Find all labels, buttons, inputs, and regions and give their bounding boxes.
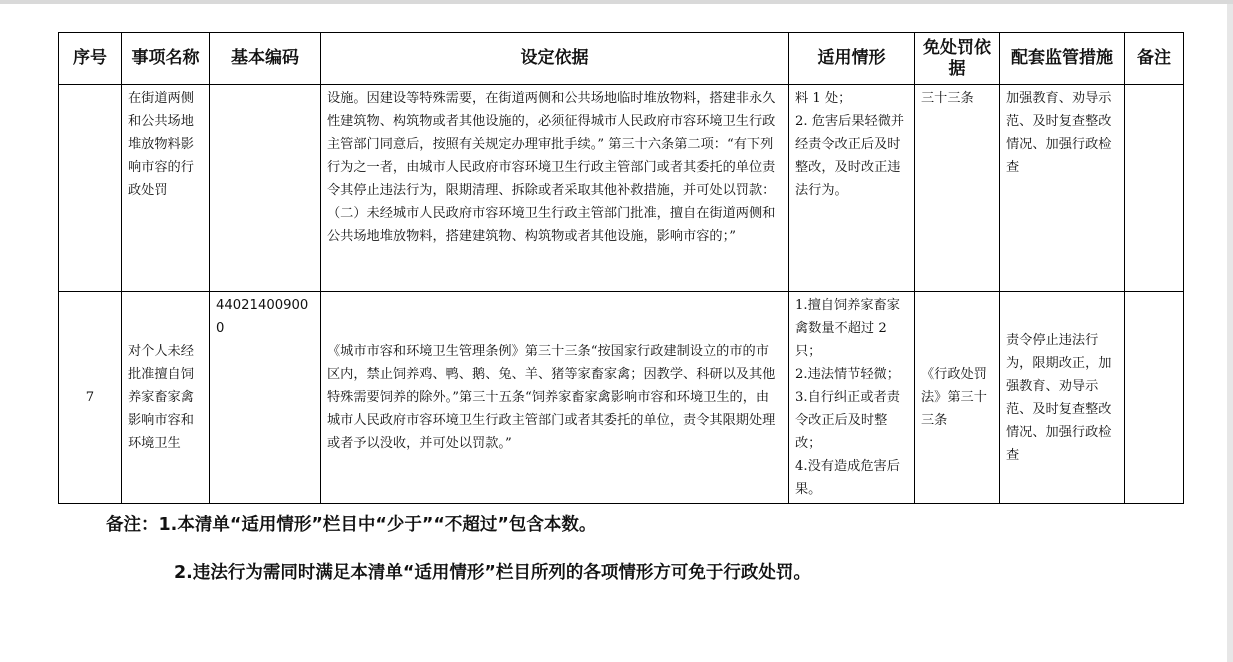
- header-remark: 备注: [1125, 33, 1184, 85]
- row-situation: 1.擅自饲养家畜家禽数量不超过 2 只； 2.违法情节轻微； 3.自行纠正或者责令改正后及时整改； 4.没有造成危害后果。: [789, 292, 915, 504]
- table-header-row: [59, 33, 1184, 85]
- row-exempt-basis: 《行政处罚法》第三十三条: [915, 292, 1000, 504]
- table-row: [59, 85, 1184, 292]
- row-situation: 料 1 处； 2. 危害后果轻微并经责令改正后及时整改，及时改正违法行为。: [789, 85, 915, 292]
- note-1: 备注：1.本清单“适用情形”栏目中“少于”“不超过”包含本数。: [106, 515, 597, 535]
- row-exempt-basis: 三十三条: [915, 85, 1000, 292]
- row-remark: [1125, 85, 1184, 292]
- table-row: [59, 292, 1184, 504]
- row-index: 7: [59, 292, 122, 504]
- notes-section: [106, 510, 811, 606]
- row-index: [59, 85, 122, 292]
- row-basis: 设施。因建设等特殊需要，在街道两侧和公共场地临时堆放物料，搭建非永久性建筑物、构筑物或者其他设施的，必须征得城市人民政府市容环境卫生行政主管部门同意后，按照有关规定办理审批手续。” 第三十六条第二项：“有下列行为之一者，由城市人民政府市容环境卫生行政主管部门或者其委托的单位责令其停止违法行为，限期清理、拆除或者采取其他补救措施，并可处以罚款：（二）未经城市人民政府市容环境卫生行政主管部门批准，擅自在街道两侧和公共场地堆放物料，搭建建筑物、构筑物或者其他设施，影响市容的；”: [321, 85, 789, 292]
- header-measures: 配套监管措施: [1000, 33, 1125, 85]
- row-code: 440214009000: [210, 292, 321, 504]
- row-remark: [1125, 292, 1184, 504]
- header-name: 事项名称: [122, 33, 210, 85]
- scrollbar[interactable]: [1227, 4, 1233, 662]
- header-exempt-basis: 免处罚依据: [915, 33, 1000, 85]
- exemption-table: [58, 32, 1184, 504]
- row-measures: 加强教育、劝导示范、及时复查整改情况、加强行政检查: [1000, 85, 1125, 292]
- header-code: 基本编码: [210, 33, 321, 85]
- header-index: 序号: [59, 33, 122, 85]
- row-measures: 责令停止违法行为，限期改正，加强教育、劝导示范、及时复查整改情况、加强行政检查: [1000, 292, 1125, 504]
- top-border: [0, 0, 1233, 4]
- header-basis: 设定依据: [321, 33, 789, 85]
- header-situation: 适用情形: [789, 33, 915, 85]
- row-item-name: 在街道两侧和公共场地堆放物料影响市容的行政处罚: [122, 85, 210, 292]
- row-item-name: 对个人未经批准擅自饲养家畜家禽影响市容和环境卫生: [122, 292, 210, 504]
- row-basis: 《城市市容和环境卫生管理条例》第三十三条“按国家行政建制设立的市的市区内，禁止饲养鸡、鸭、鹅、兔、羊、猪等家畜家禽；因教学、科研以及其他特殊需要饲养的除外。”第三十五条“饲养家畜家禽影响市容和环境卫生的，由城市人民政府市容环境卫生行政主管部门或者其委托的单位，责令其限期处理或者予以没收，并可处以罚款。”: [321, 292, 789, 504]
- note-2: 2.违法行为需同时满足本清单“适用情形”栏目所列的各项情形方可免于行政处罚。: [174, 563, 811, 583]
- row-code: [210, 85, 321, 292]
